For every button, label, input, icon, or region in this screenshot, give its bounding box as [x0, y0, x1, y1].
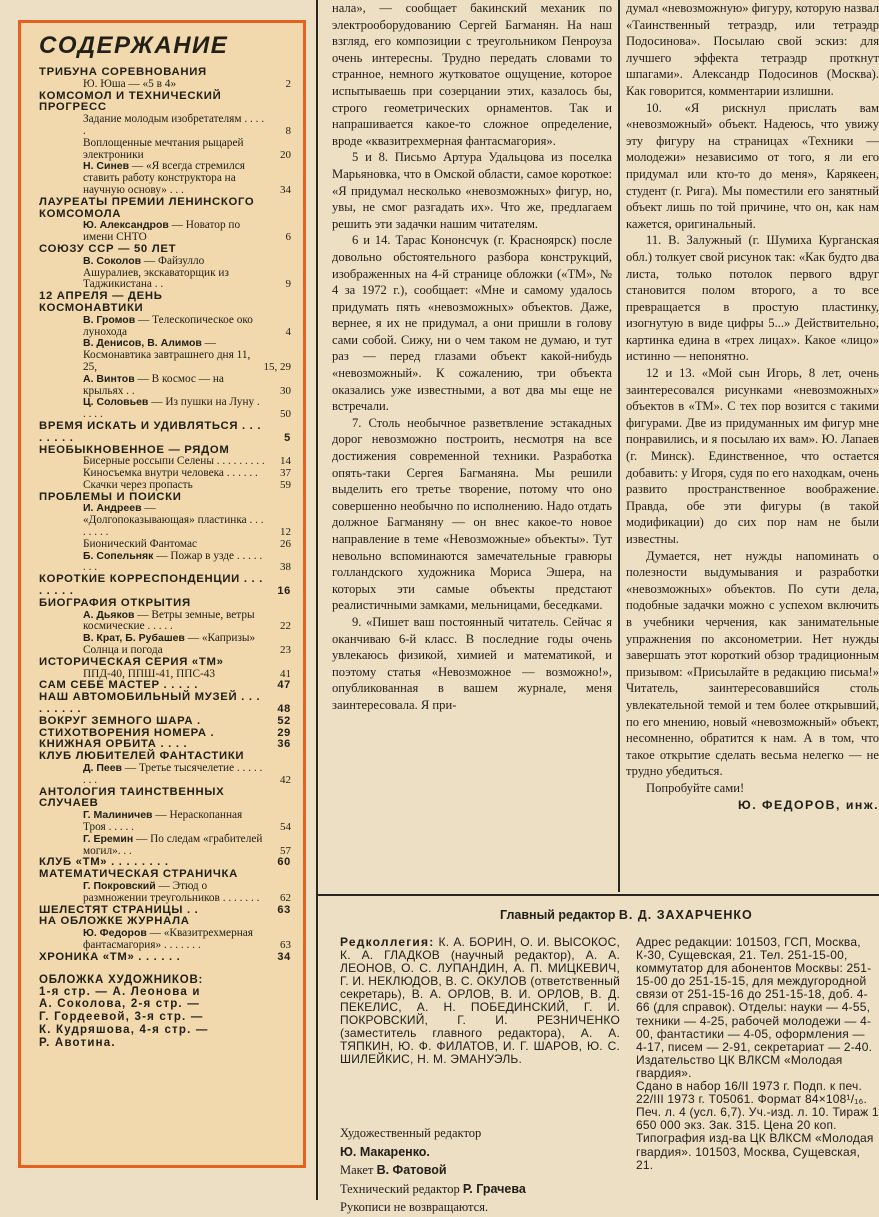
toc-page-number: 30: [280, 384, 291, 397]
toc-section-title: КОМСОМОЛ И ТЕХНИЧЕСКИЙ ПРОГРЕСС: [39, 89, 222, 114]
toc-entry-author: Ю. Федоров: [83, 927, 147, 940]
editorial-board-members: К. А. БОРИН, О. И. ВЫСОКОС, К. А. ГЛАДКОВ (научный редактор), А. А. ЛЕОНОВ, О. С. ЛУПАНДИН, А. П. МИЦКЕВИЧ, Г. И. НЕКЛЮДОВ, В. С. ОКУЛОВ (ответственный секретарь), В. А. ОРЛОВ, В. И. ОРЛОВ, В. Д. ПЕКЕЛИС, А. Н. ПОБЕДИНСКИЙ, Г. И. ПОКРОВСКИЙ, Г. И. РЕЗНИЧЕНКО (заместитель главного редактора), А. А. ТЯПКИН, Ю. Ф. ФИЛАТОВ, И. Г. ШАРОВ, Ю. С. ШИЛЕЙКИС, Н. М. ЭМАНУЭЛЬ.: [340, 935, 620, 1066]
toc-section-heading: [39, 291, 291, 315]
toc-page-number: 42: [280, 773, 291, 786]
toc-section-title: ТРИБУНА СОРЕВНОВАНИЯ: [39, 66, 207, 78]
toc-page-number: 16: [277, 585, 291, 598]
author-signature: Ю. ФЕДОРОВ, инж.: [738, 797, 879, 812]
editorial-board: [340, 936, 620, 1066]
toc-page-number: 4: [285, 325, 291, 338]
cover-artist-line: А. Соколова, 2-я стр. —: [39, 998, 200, 1011]
closing-line: Попробуйте сами!: [646, 780, 745, 795]
cover-artist-line: Р. Авотина.: [39, 1036, 116, 1049]
toc-page-number: 57: [280, 844, 291, 857]
toc-entry: [39, 114, 291, 138]
toc-entry: [39, 881, 291, 905]
toc-section-heading: [39, 952, 291, 964]
toc-section-heading: [39, 91, 291, 115]
toc-entry: [39, 256, 291, 291]
toc-entry: [39, 338, 291, 373]
toc-section-title: КНИЖНАЯ ОРБИТА . . . .: [39, 738, 188, 751]
toc-section-title: КЛУБ «ТМ» . . . . . . . .: [39, 856, 169, 869]
toc-entry-author: А. Дьяков: [83, 608, 135, 621]
toc-section-heading: [39, 574, 291, 598]
toc-section-title: АНТОЛОГИЯ ТАИНСТВЕННЫХ СЛУЧАЕВ: [39, 785, 225, 810]
toc-page-number: 15, 29: [263, 360, 291, 373]
toc-section-title: СОЮЗУ ССР — 50 ЛЕТ: [39, 242, 177, 255]
toc-page-number: 48: [277, 703, 291, 716]
toc-page-number: 62: [280, 891, 291, 904]
toc-section-heading: [39, 492, 291, 504]
art-editor-label: Художественный редактор: [340, 1126, 482, 1140]
toc-entry-title: Бисерные россыпи Селены . . . . . . . . .: [83, 455, 265, 468]
toc-entry-author: В. Соколов: [83, 254, 142, 267]
chief-editor: [500, 908, 753, 922]
toc-page-number: 26: [280, 537, 291, 550]
toc-entry: [39, 374, 291, 398]
toc-entry: [39, 161, 291, 196]
toc-page-number: 63: [277, 903, 291, 916]
paragraph: 11. В. Залужный (г. Шумиха Курганская обл.) толкует свой рисунок так: «Как будто два листа, только потолок первого вдруг становится полом второго, а то все превращается в простую пластинку, изогнутую в виде цифры 5...» Действительно, картинка едина в «трех лицах». Какое «лицо» истинно — непонятно.: [626, 233, 879, 364]
toc-entry-title: — Файзулло Ашуралиев, экскаваторщик из Таджикистана . .: [83, 254, 229, 291]
toc-section-title: ЛАУРЕАТЫ ПРЕМИИ ЛЕНИНСКОГО КОМСОМОЛА: [39, 195, 255, 220]
staff-credits: [340, 1124, 630, 1217]
toc-page-number: 9: [285, 278, 291, 291]
article-column-right: [626, 0, 879, 892]
column-divider-right: [618, 0, 620, 892]
toc-entry-author: Г. Покровский: [83, 879, 156, 892]
toc-entry-author: И. Андреев: [83, 502, 142, 515]
toc-page-number: 54: [280, 821, 291, 833]
toc-page-number: 37: [280, 467, 291, 480]
toc-page-number: 12: [280, 526, 291, 539]
layout-credit: [340, 1161, 630, 1180]
toc-entry-title: — Новатор по имени СНТО: [83, 219, 241, 244]
layout-name: В. Фатовой: [376, 1163, 447, 1177]
toc-section-title: ХРОНИКА «ТМ» . . . . . .: [39, 950, 181, 963]
toc-section-title: 12 АПРЕЛЯ — ДЕНЬ КОСМОНАВТИКИ: [39, 290, 163, 314]
toc-page-number: 59: [280, 478, 291, 491]
toc-section-heading: [39, 421, 291, 445]
toc-entry-author: Г. Малиничев: [83, 809, 153, 822]
toc-entry-author: Г. Еремин: [83, 832, 134, 845]
toc-entry-author: В. Крат, Б. Рубашев: [83, 632, 185, 645]
toc-entry-author: Ю. Александров: [83, 219, 169, 232]
toc-entry-title: — Космонавтика завтрашнего дня 11, 25,: [83, 337, 251, 373]
toc-section-heading: [39, 692, 291, 716]
toc-page-number: 63: [280, 938, 291, 951]
toc-page-number: 5: [284, 431, 291, 444]
toc-entry-title: Ю. Юша — «5 в 4»: [83, 77, 177, 90]
cover-artists-title: ОБЛОЖКА ХУДОЖНИКОВ:: [39, 973, 204, 986]
cover-artists-list: [39, 986, 291, 1050]
toc-section-title: САМ СЕБЕ МАСТЕР . . . . .: [39, 679, 199, 692]
credits-divider: [318, 894, 879, 896]
toc-entry-title: Киносъемка внутри человека . . . . . .: [83, 467, 258, 480]
toc-entry-author: Д. Пеев: [83, 762, 122, 775]
toc-page-number: 23: [280, 644, 291, 657]
toc-entry-title: — «Долгопоказывающая» пластинка . . . . . . . .: [83, 502, 264, 539]
toc-entry-author: Н. Синев: [83, 160, 130, 173]
toc-entry-title: — Из пушки на Луну . . . . .: [83, 396, 260, 421]
toc-section-title: НАШ АВТОМОБИЛЬНЫЙ МУЗЕЙ . . . . . . . . .: [39, 691, 261, 716]
art-editor-name: Ю. Макаренко.: [340, 1144, 430, 1159]
toc-page-number: 36: [277, 738, 291, 751]
toc-section-title: КОРОТКИЕ КОРРЕСПОНДЕНЦИИ . . . . . . . .: [39, 573, 264, 598]
toc-entry-title: Бионический Фантомас: [83, 537, 197, 550]
toc-page-number: 14: [280, 455, 291, 468]
toc-page-number: 2: [285, 77, 291, 90]
toc-entry-title: — По следам «грабителей могил». . .: [83, 832, 263, 857]
toc-page-number: 60: [277, 856, 291, 869]
toc-entry-title: — «Квазитрехмерная фантасмагория» . . . . . . .: [83, 927, 253, 951]
toc-page-number: 29: [277, 726, 291, 739]
toc-entry-title: — Третье тысячелетие . . . . . . . .: [83, 762, 263, 786]
toc-section-title: ВРЕМЯ ИСКАТЬ И УДИВЛЯТЬСЯ . . . . . . . .: [39, 419, 262, 444]
table-of-contents: [18, 20, 306, 1168]
toc-section-title: БИОГРАФИЯ ОТКРЫТИЯ: [39, 596, 191, 609]
toc-entry-author: А. Винтов: [83, 372, 135, 385]
toc-entries: [39, 67, 291, 964]
toc-entry: [39, 763, 291, 787]
toc-section-title: СТИХОТВОРЕНИЯ НОМЕРА .: [39, 726, 215, 739]
cover-artist-line: Г. Гордеевой, 3-я стр. —: [39, 1011, 204, 1024]
article-column-middle: [332, 0, 612, 892]
toc-page-number: 22: [280, 620, 291, 633]
toc-entry: [39, 834, 291, 858]
toc-entry-title: — Этюд о размножении треугольников . . . . . . .: [83, 879, 260, 904]
toc-entry: [39, 138, 291, 162]
toc-section-title: ПРОБЛЕМЫ И ПОИСКИ: [39, 490, 182, 503]
toc-entry-title: — Телескопическое око лунохода: [83, 313, 253, 338]
toc-entry-title: — «Я всегда стремился ставить работу конструктора на научную основу» . . .: [83, 160, 245, 196]
toc-page-number: 34: [277, 950, 291, 963]
toc-section-title: ВОКРУГ ЗЕМНОГО ШАРА .: [39, 714, 201, 727]
toc-title: СОДЕРЖАНИЕ: [39, 32, 229, 59]
manuscripts-note: Рукописи не возвращаются.: [340, 1200, 489, 1214]
cover-artist-line: 1-я стр. — А. Леонова и: [39, 985, 201, 998]
toc-section-title: ИСТОРИЧЕСКАЯ СЕРИЯ «ТМ»: [39, 655, 224, 668]
toc-page-number: 41: [280, 667, 291, 680]
toc-section-heading: [39, 787, 291, 811]
toc-entry-title: — «Капризы» Солнца и погода: [83, 632, 256, 657]
toc-section-title: НЕОБЫКНОВЕННОЕ — РЯДОМ: [39, 443, 230, 456]
toc-entry-title: Воплощенные мечтания рыцарей электроники: [83, 136, 244, 161]
paragraph: 6 и 14. Тарас Кононсчук (г. Красноярск) после довольно обстоятельного разбора конструкций, изображенных на 4-й странице обложки («ТМ», № 4 за 1972 г.), сообщает: «Мне и самому удалось придумать пять «невозможных» объектов. Даже, вернее, я их не придумал, а они пришли в голову сами собой. Сижу, ни о чем таком не думаю, и тут раз — перед глазами объект какой-нибудь «невозможный». К сожалению, три объекта оказались уже известными, а вот два мы еще не встречали.: [332, 233, 612, 414]
tech-editor-name: Р. Грачева: [462, 1181, 526, 1196]
tech-editor-label: Технический редактор: [340, 1181, 460, 1196]
toc-page-number: 34: [280, 183, 291, 196]
layout-label: Макет: [340, 1163, 374, 1177]
toc-entry: [39, 610, 291, 634]
toc-page-number: 47: [277, 679, 291, 692]
art-editor: [340, 1124, 630, 1161]
toc-page-number: 20: [280, 148, 291, 161]
toc-page-number: 50: [280, 408, 291, 421]
toc-entry: [39, 810, 291, 834]
toc-section-title: ШЕЛЕСТЯТ СТРАНИЦЫ . .: [39, 903, 199, 916]
toc-page-number: 52: [277, 714, 291, 727]
column-divider-left: [316, 0, 318, 1200]
toc-entry-title: — Ветры земные, ветры космические . . . . .: [83, 608, 255, 633]
toc-entry-title: — Нераскопанная Троя . . . . .: [83, 809, 243, 833]
tech-editor: [340, 1180, 630, 1199]
toc-section-heading: [39, 197, 291, 221]
toc-section-title: КЛУБ ЛЮБИТЕЛЕЙ ФАНТАСТИКИ: [39, 750, 245, 763]
paragraph: 7. Столь необычное разветвление эстакадных дорог невозможно построить, несмотря на все достижения современной техники. Разработка опять-таки Сергея Багманяна. Мы решили выделить его третье творение, потому что оно совершенно необычно по исполнению. Надо отдать должное Багманяну — он внес какое-то новое направление в теме «Невозможные» объекты». Тут невольно вспоминаются замечательные гравюры голландского художника Мориса Эшера, на которых эти самые объекты предстают реалистичными замками, мельницами, беседками.: [332, 415, 612, 613]
toc-entry-author: Б. Сопельняк: [83, 549, 154, 562]
paragraph: 12 и 13. «Мой сын Игорь, 8 лет, очень заинтересовался рисунками «невозможных» объектов в «ТМ». С тех пор возится с такими фигурами. Две из придуманных им фигур мне понравились, и я посылаю их вам». Ю. Лапаев (г. Минск). Единственное, что остается добавить: у Игоря, судя по его находкам, очень развито пространственное воображение. Правда, обе эти фигуры (в такой модификации) до сих пор нам не были известны.: [626, 366, 879, 546]
toc-entry: [39, 928, 291, 952]
toc-page-number: 8: [285, 124, 291, 137]
chief-editor-label: Главный редактор: [500, 908, 616, 922]
imprint-block: [332, 908, 879, 1214]
chief-editor-name: В. Д. ЗАХАРЧЕНКО: [618, 908, 753, 922]
paragraph: нала», — сообщает бакинский механик по электрооборудованию Сергей Багманян. На наш взгляд, его композиции с треугольником Пенроуза очень интересны. Трудно передать словами то странное, немного жутковатое ощущение, которое испытываешь при созерцании этих, казалось бы, строго геометрических орнаментов. Так и напрашивается какое-то сложное определение, вроде «квазитрехмерная фантасмагория».: [332, 1, 612, 148]
toc-section-title: НА ОБЛОЖКЕ ЖУРНАЛА: [39, 915, 190, 928]
toc-entry-title: Задание молодым изобретателям . . . . .: [83, 113, 265, 137]
toc-entry: [39, 220, 291, 244]
toc-entry-title: — В космос — на крыльях . .: [83, 372, 224, 397]
toc-entry-author: В. Громов: [83, 313, 136, 326]
toc-entry-author: Ц. Соловьев: [83, 396, 149, 409]
toc-entry: [39, 397, 291, 421]
toc-entry: [39, 503, 291, 538]
paragraph: 5 и 8. Письмо Артура Удальцова из поселка Марьяновка, что в Омской области, самое короткое: «Я придумал несколько «невозможных» фигур, но, увы, не смог разгадать их». Что же, предлагаем решить эти задачки нашим читателям.: [332, 150, 612, 231]
editorial-board-label: Редколлегия:: [340, 935, 435, 949]
toc-entry-title: — Пожар в узде . . . . . . . .: [83, 549, 263, 574]
toc-entry-author: В. Денисов, В. Алимов: [83, 337, 202, 350]
toc-entry-title: Скачки через пропасть: [83, 478, 193, 491]
toc-section-title: МАТЕМАТИЧЕСКАЯ СТРАНИЧКА: [39, 868, 238, 881]
toc-page-number: 6: [285, 231, 291, 244]
toc-entry: [39, 633, 291, 657]
editorial-address: Адрес редакции: 101503, ГСП, Москва, К-30, Сущевская, 21. Тел. 251-15-00, коммутатор для абонентов Москвы: 251-15-00 до 251-15-15, для междугородной связи от 251-15-16 до 251-15-18, доб. 4-66 (для справок). Отделы: науки — 4-55, техники — 4-25, рабочей молодежи — 4-00, фантастики — 4-05, оформления — 4-17, писем — 2-91, секретариат — 2-40. Издательство ЦК ВЛКСМ «Молодая гвардия». Сдано в набор 16/II 1973 г. Подп. к печ. 22/III 1973 г. Т05061. Формат 84×108¹/₁₆. Печ. л. 4 (усл. 6,7). Уч.-изд. л. 10. Тираж 1 650 000 экз. Зак. 315. Цена 20 коп. Типография изд-ва ЦК ВЛКСМ «Молодая гвардия». 101503, Москва, Сущевская, 21.: [636, 935, 879, 1172]
toc-entry-title: ППД-40, ППШ-41, ППС-43: [83, 667, 216, 680]
toc-entry: [39, 551, 291, 575]
paragraph: 10. «Я рискнул прислать вам «невозможный» объект. Надеюсь, что увижу эту фигуру на страницах «Техники — молодежи» независимо от того, я ли его придумал или кто-то до меня», Карякеен, студент (г. Рига). Мы поместили его занятный объект лишь по той причине, что он, как нам кажется, оригинальный.: [626, 100, 879, 231]
paragraph: Думается, нет нужды напоминать о полезности выдумывания и разработки «невозможных» объектов. По сути дела, подобные задачки можно с успехом включить в учебники черчения, как занимательные упражнения по аксонометрии. Нет нужды завершать этот короткий обзор традиционным призывом: «Присылайте в редакцию письма!» Читатель, заинтересовавшийся столь увлекательной темой и тем более открывший, по его мнению, новый «невозможный» объект, несомненно, обратится к нам. А в том, что такое открытие сделать весьма нелегко — не трудно убедиться.: [626, 548, 879, 779]
paragraph: думал «невозможную» фигуру, которую назвал «Таинственный тетраэдр, или тетраэдр Подосинова». Посылаю свой эскиз: для лучшего эффекта тетраэдр проткнут шпагами». Александр Подосинов (Москва). Как говорится, комментарии излишни.: [626, 1, 879, 98]
cover-artist-line: К. Кудряшова, 4-я стр. —: [39, 1023, 209, 1036]
toc-page-number: 38: [280, 561, 291, 574]
paragraph: 9. «Пишет ваш постоянный читатель. Сейчас я оканчиваю 6-й класс. В последние годы очень увлекаюсь физикой, химией и математикой, и поэтому статья «Невозможное — возможно!», опубликованная в вашем журнале, меня заинтересовала. Я при-: [332, 614, 612, 712]
toc-entry: [39, 315, 291, 339]
